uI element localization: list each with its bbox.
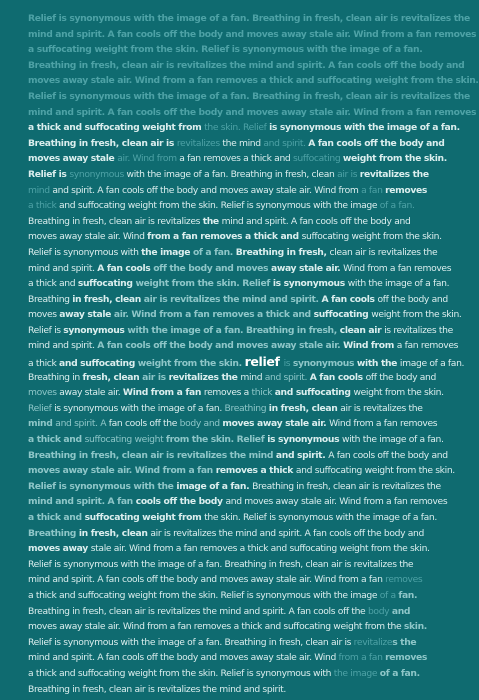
text-segment: Relief — [28, 402, 55, 414]
text-line — [28, 385, 444, 401]
text-segment: with the image of a fan. — [342, 434, 444, 446]
text-segment: A fan cools off the body and — [308, 137, 445, 149]
text-segment: the image — [141, 246, 193, 258]
text-segment: Breathing in fresh, clean air is — [28, 137, 177, 149]
highlight-word: relief — [244, 354, 284, 370]
text-line — [28, 354, 465, 370]
text-segment: body — [367, 605, 392, 617]
text-segment: is revitalizes the — [384, 324, 453, 336]
text-segment: and spirit. A fan cools off the body and moves away stale air. Wind from — [52, 184, 362, 196]
text-segment: Breathing — [224, 402, 269, 414]
text-segment: a fan removes a thick and — [179, 153, 293, 165]
text-line — [28, 292, 448, 308]
text-line — [28, 261, 452, 277]
text-segment: Breathing in fresh, clean air is revitalizes — [28, 215, 203, 227]
text-segment: a thick — [28, 358, 60, 370]
text-segment: in fresh, clean — [72, 293, 144, 305]
text-segment: is synonymous with the image of a fan. — [54, 402, 225, 414]
text-segment: revitalizes the — [168, 371, 241, 383]
text-segment: and suffocating weight from the skin. Relief is synonymous with the image — [59, 200, 380, 212]
text-segment: stale air. — [285, 418, 330, 430]
text-segment: a thick and — [28, 278, 78, 290]
text-line — [28, 666, 426, 682]
text-line — [28, 276, 450, 292]
text-segment: off the body and moves — [153, 262, 271, 274]
text-segment: moves away stale air. Wind from a fan removes a thick and suffocating weight from the skin. — [28, 75, 479, 87]
text-segment: body and — [179, 418, 223, 430]
text-segment: the skin. Relief — [204, 122, 270, 134]
text-segment: a thick — [28, 200, 60, 212]
text-segment: Breathing — [28, 293, 73, 305]
text-line — [28, 604, 426, 620]
text-segment: moves — [28, 387, 60, 399]
text-segment: away stale air. — [59, 387, 123, 399]
text-segment: of a fan. — [379, 200, 415, 212]
text-segment: Relief is synonymous with the image of a fan. Breathing in fresh, clean air is revitalizes the — [28, 13, 470, 24]
text-segment: Breathing in fresh, clean air is revitalizes the mind and spirit. — [28, 683, 286, 695]
text-line — [28, 448, 448, 464]
text-segment: the skin. Relief is synonymous with the image of a fan. — [204, 512, 437, 523]
text-segment: in fresh, clean — [268, 402, 341, 414]
text-segment: mind — [28, 418, 56, 430]
text-line — [28, 11, 470, 27]
text-segment: synonymous — [69, 168, 127, 180]
text-segment: and spirit. A — [55, 418, 109, 430]
text-segment: is synonymous — [267, 434, 343, 446]
text-segment: air. Wind from a fan removes a thick and — [113, 309, 314, 321]
text-segment: mind and spirit. — [28, 262, 98, 274]
text-segment: Breathing in fresh, clean air is revitalizes the — [252, 480, 441, 492]
text-segment: suffocating weight from — [84, 512, 205, 523]
text-line — [28, 541, 430, 557]
text-segment: off the body and — [377, 293, 448, 305]
text-segment: Relief is synonymous with — [28, 246, 142, 258]
text-segment: clean air is revitalizes the — [329, 246, 438, 258]
text-segment: mind and spirit. A fan cools off the body and moves away stale air. Wind from a fan — [28, 574, 386, 586]
text-segment: suffocating — [313, 309, 372, 321]
text-segment: a thick and suffocating weight from the skin. Relief is synonymous with — [28, 667, 334, 679]
text-segment: mind and spirit. — [28, 340, 98, 352]
text-segment: Wind from a fan removes — [343, 262, 452, 274]
text-line — [28, 416, 438, 432]
text-segment: and suffocating — [59, 358, 138, 370]
text-segment: Wind from — [343, 340, 397, 352]
text-segment: and spirit. — [275, 449, 329, 461]
text-segment: moves away stale — [28, 153, 118, 165]
text-segment: a thick and — [28, 512, 85, 523]
text-line — [28, 120, 460, 136]
text-segment: A fan cools — [97, 262, 154, 274]
text-line — [28, 401, 426, 417]
text-segment: and — [391, 605, 411, 617]
text-segment: and suffocating — [274, 387, 354, 399]
text-segment: removes — [385, 574, 423, 586]
text-line — [28, 307, 462, 323]
text-line — [28, 136, 445, 152]
text-segment: Breathing in fresh, clean air is revitalizes the mind — [28, 449, 276, 461]
text-line — [28, 635, 426, 651]
text-segment: in fresh, clean — [78, 527, 151, 539]
text-segment: mind and spirit. A fan — [28, 496, 136, 508]
text-segment: Breathing in fresh, clean air is revitalizes the mind and spirit. A fan cools off the body and — [28, 59, 465, 71]
text-line — [28, 463, 455, 479]
text-segment: mind and spirit. A fan cools off the body and — [221, 215, 411, 227]
text-segment: suffocating weight from the skin. — [301, 231, 442, 243]
text-segment: revitalizes — [176, 137, 223, 149]
text-segment: Relief is synonymous with the image of a fan. Breathing in fresh, clean air is revitalizes the — [28, 90, 470, 102]
text-segment: fresh, clean — [82, 371, 143, 383]
text-segment: mind and spirit. A fan cools off the body and moves away stale air. Wind from a fan removes — [28, 28, 477, 40]
text-segment: Breathing in fresh, — [235, 246, 330, 258]
text-segment: away stale — [59, 309, 114, 321]
text-segment: off the body and — [365, 371, 436, 383]
text-segment: Breathing — [28, 527, 79, 539]
text-line — [28, 370, 436, 386]
text-segment: Breathing in fresh, clean air is revitalizes the mind and spirit. A fan cools off the — [28, 605, 368, 617]
text-segment: the — [202, 215, 222, 227]
text-segment: a thick and suffocating weight from — [28, 122, 205, 134]
text-segment: weight from the skin. — [353, 387, 444, 399]
text-segment: removes — [385, 652, 428, 664]
text-line — [28, 198, 426, 214]
text-segment: moves away — [222, 418, 286, 430]
text-segment: is synonymous — [272, 278, 348, 290]
text-line — [28, 494, 448, 510]
text-segment: image of a fan. — [399, 358, 465, 370]
text-segment: the mind — [222, 137, 264, 149]
text-line — [28, 229, 442, 245]
text-line — [28, 432, 444, 448]
text-segment: air is revitalizes the — [340, 402, 423, 414]
text-line — [28, 183, 426, 199]
text-segment: is synonymous with the image of a fan. — [269, 122, 460, 134]
text-line — [28, 338, 459, 354]
text-segment: moves away stale air. Wind — [28, 231, 148, 243]
text-segment: moves away — [28, 543, 91, 555]
text-segment: a suffocating weight from the skin. Relief is synonymous with the image of a fan. — [28, 44, 423, 56]
text-segment: of a fan. — [379, 667, 420, 679]
text-line — [28, 588, 426, 604]
text-segment: removes a — [203, 387, 252, 399]
text-segment: stale air. Wind from a fan removes a thick and suffocating weight from the skin. — [90, 543, 430, 555]
text-segment: removes — [385, 184, 428, 196]
text-segment: image of a fan. — [176, 480, 253, 492]
text-segment: Wind from a fan removes — [329, 418, 438, 430]
text-segment: the image — [333, 667, 380, 679]
text-segment: air is — [142, 371, 169, 383]
text-segment: mind and spirit. A fan cools off the body and moves away stale air. Wind — [28, 652, 339, 664]
text-line — [28, 151, 447, 167]
text-segment: of a fan. — [192, 246, 236, 258]
text-line — [28, 73, 479, 89]
text-segment: moves away stale air. Wind from a fan removes a thick and suffocating weight from the — [28, 621, 404, 633]
text-segment: A fan cools off the body and — [328, 449, 448, 461]
text-segment: air is — [337, 168, 360, 180]
text-segment: fan. — [398, 589, 418, 601]
text-line — [28, 479, 441, 495]
text-segment: Wind from a fan — [122, 387, 204, 399]
text-segment: away stale air. — [270, 262, 344, 274]
text-segment: from a fan removes a thick and — [147, 231, 302, 243]
text-segment: clean air — [339, 324, 385, 336]
text-line — [28, 105, 477, 121]
text-segment: weight from the skin. Relief — [135, 278, 273, 290]
text-line — [28, 214, 426, 230]
text-segment: A fan cools — [321, 293, 378, 305]
text-segment: A fan cools off the body and moves away stale air. — [97, 340, 344, 352]
text-segment: Relief is synonymous with the — [28, 480, 177, 492]
text-segment: from a fan — [338, 652, 386, 664]
text-segment: Relief is synonymous with the image of a fan. Breathing in fresh, clean air is — [28, 636, 354, 648]
text-line — [28, 167, 429, 183]
text-segment: mind — [28, 184, 53, 196]
text-segment: a fan — [361, 184, 386, 196]
text-segment: weight from the skin. — [137, 358, 245, 370]
text-segment: with the image of a fan. Breathing in fresh, clean — [126, 168, 338, 180]
text-segment: s the — [392, 636, 417, 648]
text-segment: thick — [251, 387, 275, 399]
text-segment: cools off the body — [135, 496, 226, 508]
text-block — [28, 11, 479, 697]
text-segment: skin. — [403, 621, 427, 633]
text-segment: A fan cools — [309, 371, 366, 383]
text-line — [28, 510, 437, 526]
text-segment: air. Wind from — [117, 153, 180, 165]
text-line — [28, 323, 453, 339]
text-line — [28, 650, 426, 666]
text-segment: from the skin. Relief — [165, 434, 268, 446]
text-segment: a thick and — [28, 434, 85, 446]
text-segment: synonymous — [63, 324, 128, 336]
text-segment: with the image of a fan. Breathing in fresh, — [127, 324, 340, 336]
text-segment: and moves away stale air. Wind from a fan removes — [225, 496, 448, 508]
text-segment: revitalize — [353, 636, 393, 648]
text-segment: moves — [28, 309, 60, 321]
text-segment: mind — [240, 371, 265, 383]
text-line — [28, 526, 426, 542]
text-segment: is — [283, 358, 293, 370]
text-segment: fan cools off the — [108, 418, 180, 430]
text-segment: revitalizes the — [359, 168, 429, 180]
text-segment: and spirit. — [263, 137, 309, 149]
text-segment: a thick and suffocating weight from the skin. Relief is synonymous with the image — [28, 589, 380, 601]
text-segment: a fan removes — [396, 340, 459, 352]
text-segment: air is revitalizes the mind and spirit. A fan cools off the body and — [150, 527, 424, 539]
text-line — [28, 682, 426, 698]
text-segment: suffocating — [77, 278, 136, 290]
text-line — [28, 557, 426, 573]
text-segment: suffocating — [292, 153, 343, 165]
text-line — [28, 619, 426, 635]
text-segment: and suffocating weight from the skin. — [295, 465, 455, 477]
text-segment: of a — [379, 589, 399, 601]
text-segment: Relief is synonymous with the image of a fan. Breathing in fresh, clean air is revitalizes the — [28, 558, 414, 570]
text-segment: weight from the skin. — [371, 309, 462, 321]
text-line — [28, 58, 465, 74]
text-line — [28, 89, 470, 105]
text-line — [28, 572, 426, 588]
text-segment: with the image of a fan. — [347, 278, 450, 290]
text-line — [28, 245, 438, 261]
text-line — [28, 42, 426, 58]
text-segment: Relief is — [28, 324, 64, 336]
text-segment: Breathing in — [28, 371, 83, 383]
text-line — [28, 27, 477, 43]
text-segment: and spirit. — [264, 371, 310, 383]
text-segment: removes a thick — [215, 465, 296, 477]
text-segment: Relief is — [28, 168, 70, 180]
text-segment: weight from the skin. — [342, 153, 447, 165]
text-segment: synonymous — [292, 358, 357, 370]
text-segment: air is revitalizes the mind and spirit. — [143, 293, 322, 305]
text-segment: suffocating weight — [84, 434, 166, 446]
text-segment: moves away stale air. Wind from a fan — [28, 465, 216, 477]
text-segment: with the — [356, 358, 400, 370]
text-segment: mind and spirit. A fan cools off the body and moves away stale air. Wind from a fan removes — [28, 106, 477, 118]
